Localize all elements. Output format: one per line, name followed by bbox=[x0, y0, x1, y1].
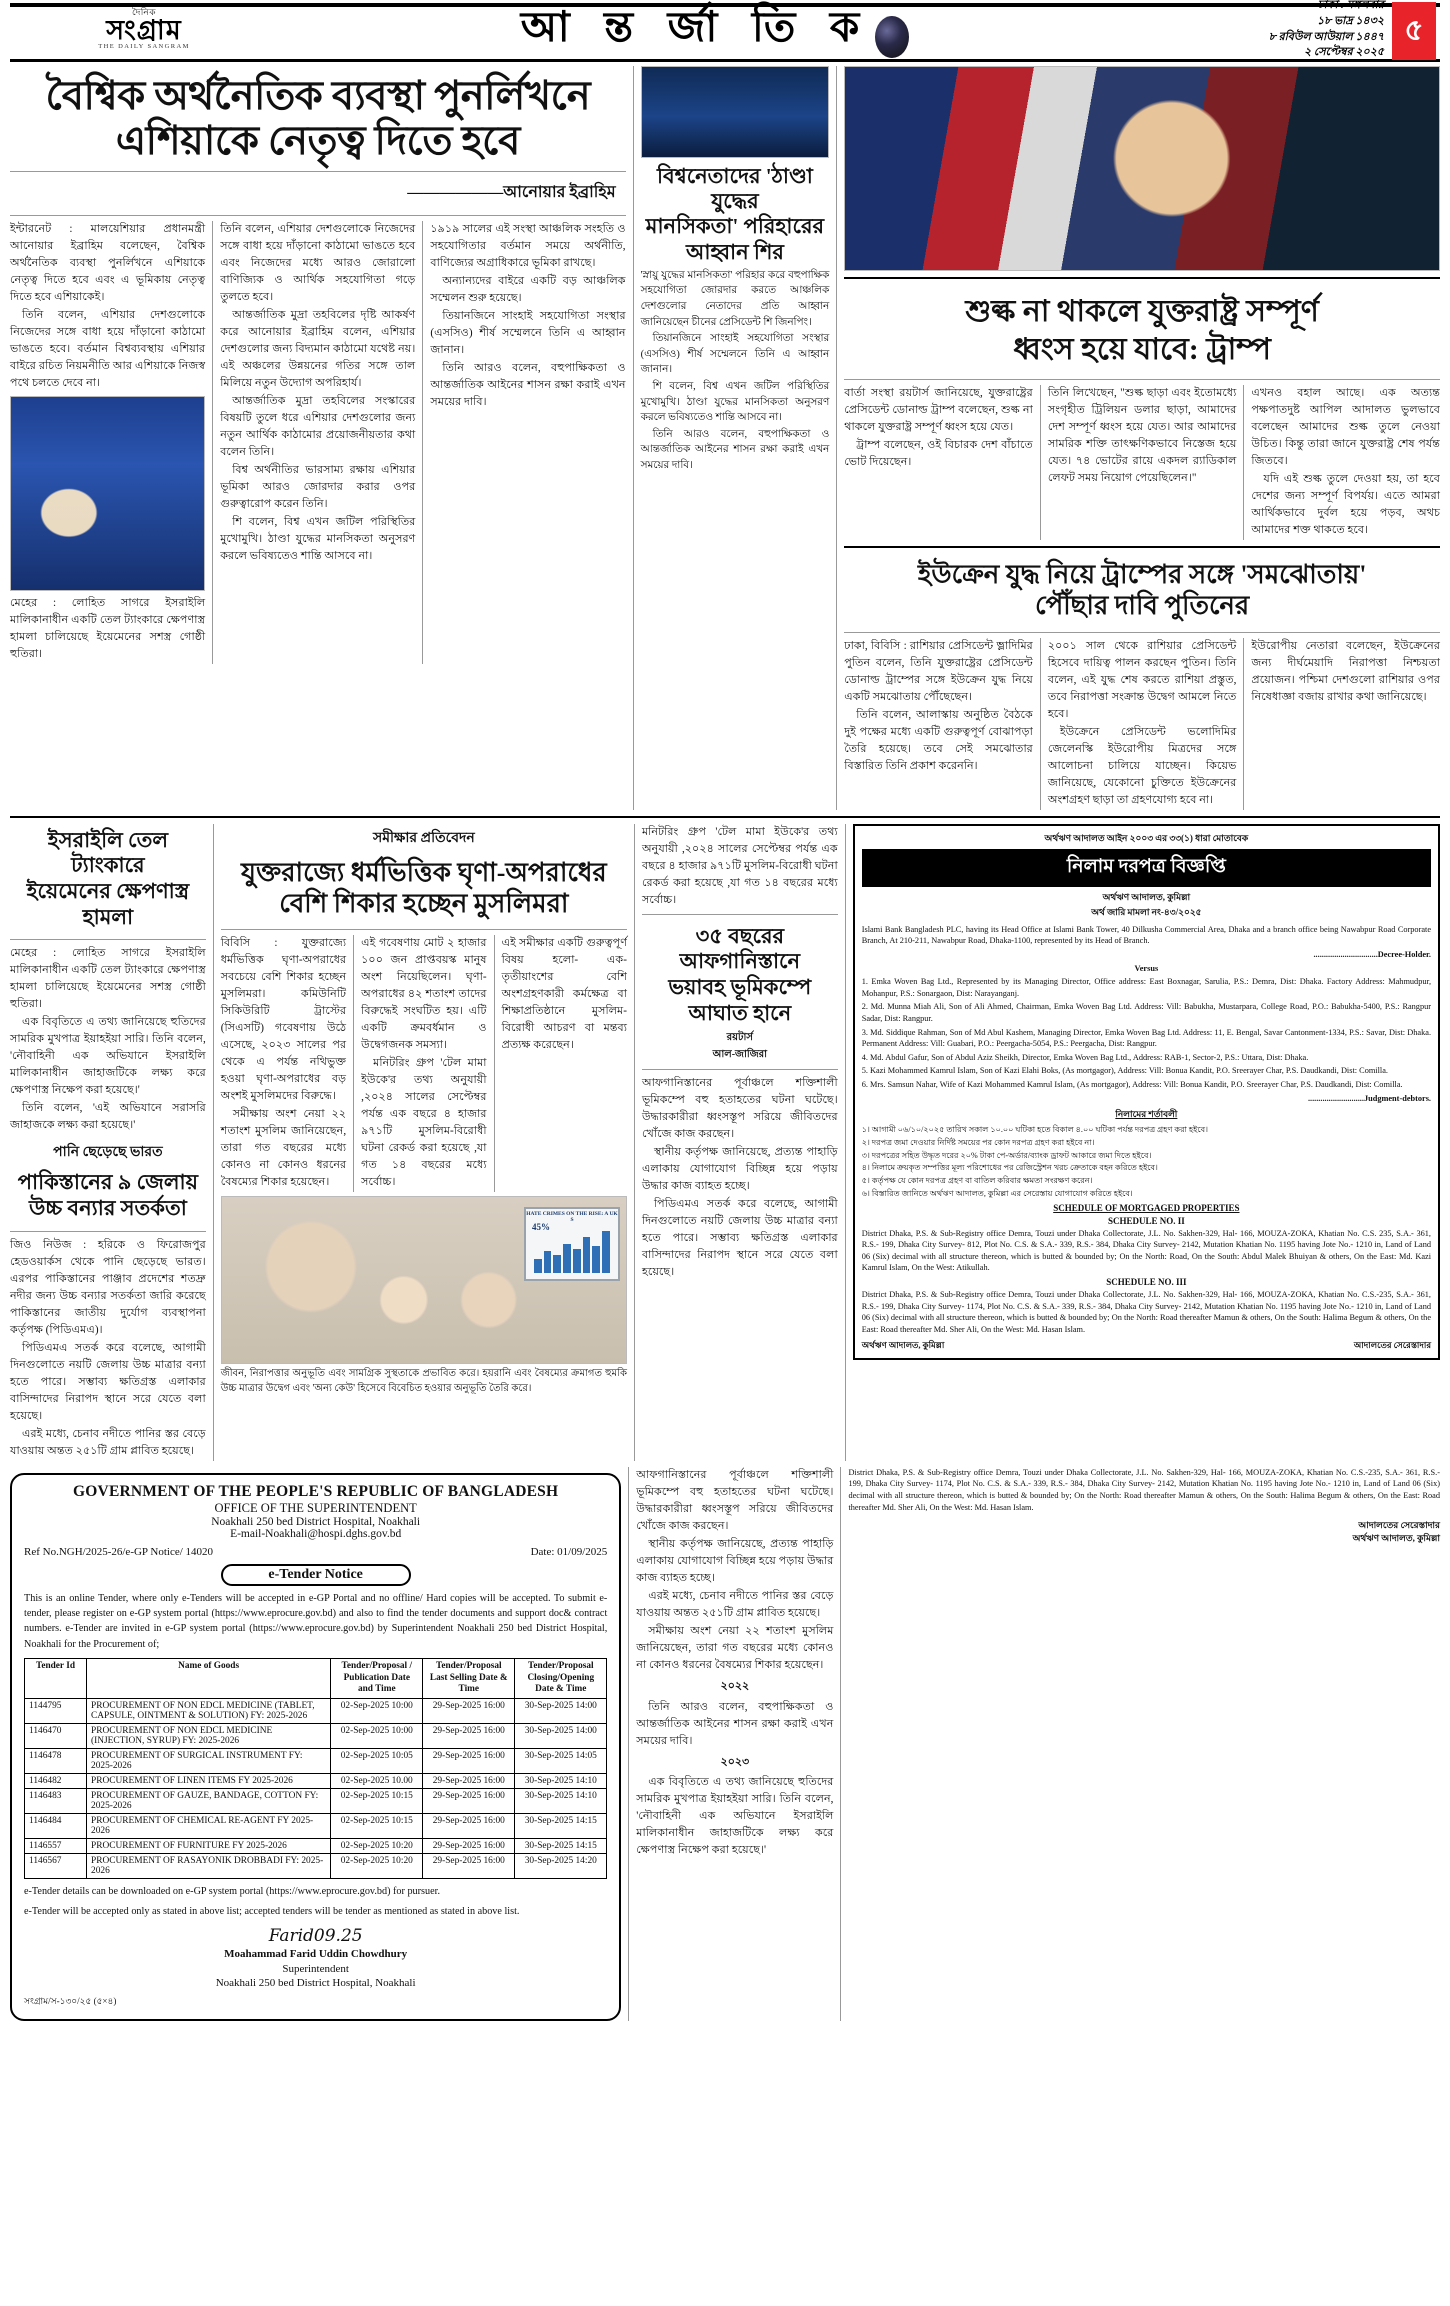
chart-title: HATE CRIMES ON THE RISE: A UK S bbox=[526, 1211, 618, 1224]
cell-close: 30-Sep-2025 14:00 bbox=[515, 1723, 607, 1748]
year-marker-2022: ২০২২ bbox=[720, 1679, 750, 1692]
auction-defendant: 1. Emka Woven Bag Ltd., Represented by its Managing Director, Office address: East Boxnagar, Sarulia, P.S.: Demra, Dist: Dhaka. Factory Address: Mahmudpur, Mohanpur, P.S.: Sonargaon, Dist: Narayanganj. bbox=[861, 977, 1432, 998]
chart-bars bbox=[534, 1231, 610, 1273]
cell-pub: 02-Sep-2025 10:00 bbox=[331, 1698, 423, 1723]
paragraph: তিনি বলেন, আলাস্কায় অনুষ্ঠিত বৈঠকে দুই পক্ষের মধ্যে একটি গুরুত্বপূর্ণ বোঝাপড়া তৈরি হয়েছে। তবে সেই সমঝোতার বিস্তারিত তিনি প্রকাশ করেননি। bbox=[844, 708, 1033, 772]
uk-col-1 bbox=[221, 935, 346, 1192]
paragraph: তিয়ানজিনে সাংহাই সহযোগিতা সংস্থার (এসসিও) শীর্ষ সম্মেলনে তিনি এ আহ্বান জানান। bbox=[430, 309, 626, 356]
cell-goods: PROCUREMENT OF RASAYONIK DROBBADI FY: 2025-2026 bbox=[87, 1853, 331, 1878]
table-row bbox=[25, 1773, 607, 1788]
list-item: ৬। বিস্তারিত জানিতে অর্থঋণ আদালত, কুমিল্লা এর সেরেস্তায় যোগাযোগ করিতে হইবে। bbox=[861, 1188, 1133, 1198]
putin-col-1 bbox=[844, 638, 1033, 810]
afghan-column bbox=[642, 824, 838, 1461]
list-item: ৫। কর্তৃপক্ষ যে কোন দরপত্র গ্রহণ বা বাতিল করিবার ক্ষমতা সংরক্ষণ করেন। bbox=[861, 1176, 1093, 1186]
paragraph: পিডিএমএ সতর্ক করে বলেছে, আগামী দিনগুলোতে নয়টি জেলায় উচ্চ মাত্রার বন্যা হতে পারে। সম্ভাব্য ক্ষতিগ্রস্ত এলাকার বাসিন্দাদের নিরাপদ স্থানে সরে যেতে বলা হয়েছে। bbox=[10, 1341, 206, 1422]
bottom-right-auction-continuation bbox=[848, 1467, 1440, 2022]
cell-goods: PROCUREMENT OF CHEMICAL RE-AGENT FY 2025-2026 bbox=[87, 1813, 331, 1838]
auction-law-note: অর্থঋণ আদালত আইন ২০০৩ এর ৩৩(১) ধারা মোতাবেক bbox=[1044, 832, 1249, 843]
chart-percent: 45% bbox=[531, 1222, 550, 1233]
uk-col-2 bbox=[361, 935, 486, 1192]
putin-col-3 bbox=[1251, 638, 1440, 810]
auction-bottom-right-line2: অর্থঋণ আদালত, কুমিল্লা bbox=[1352, 1532, 1440, 1543]
uk-col-3 bbox=[502, 935, 627, 1192]
masthead bbox=[10, 0, 1440, 62]
auction-conditions-list bbox=[862, 1124, 1431, 1199]
trump-headline-line2: ধ্বংস হয়ে যাবে: ট্রাম্প bbox=[1013, 332, 1272, 366]
table-row bbox=[25, 1723, 607, 1748]
lead-headline[interactable] bbox=[10, 66, 626, 166]
photo-anwar-ibrahim bbox=[10, 396, 205, 591]
paragraph: এরই মধ্যে, চেনাব নদীতে পানির স্তর বেড়ে যাওয়ায় অন্তত ২৫১টি গ্রাম প্লাবিত হয়েছে। bbox=[10, 1427, 206, 1457]
tender-table bbox=[24, 1658, 607, 1879]
auction-conditions-heading: নিলামের শর্তাবলী bbox=[1115, 1109, 1178, 1120]
col-last-selling-date: Tender/Proposal Last Selling Date & Time bbox=[423, 1658, 515, 1698]
hate-crime-chart bbox=[524, 1207, 620, 1281]
auction-schedule2-title: SCHEDULE NO. II bbox=[1107, 1215, 1185, 1226]
cell-goods: PROCUREMENT OF LINEN ITEMS FY 2025-2026 bbox=[87, 1773, 331, 1788]
auction-defendant: 5. Kazi Mohammed Kamrul Islam, Son of Kazi Elahi Boks, (As mortgagor), Address: Vill: Bonua Kandit, P.O. Sreerayer Char, P.S. Daudkandi, Dist: Comilla. bbox=[861, 1066, 1388, 1076]
tender-foot-2: e-Tender will be accepted only as stated in above list; accepted tenders will be tender as mentioned as stated in above list. bbox=[24, 1906, 520, 1918]
uk-headline[interactable] bbox=[221, 852, 627, 924]
auction-court: অর্থঋণ আদালত, কুমিল্লা bbox=[1102, 891, 1191, 902]
photo-muslim-family bbox=[221, 1196, 627, 1364]
tender-intro: This is an online Tender, where only e-Tenders will be accepted in e-GP Portal and no offline/ Hard copies will be accepted. To submit e-tender, please register on e-GP system portal (https://www.eprocure.gov.bd) and also to find the tender documents and support doc& contract numbers. e-Tender are invited in e-GP system portal (https://www.eprocure.gov.bd) by Superintendent Noakhali 250 bed District Hospital, Noakhali for the Procurement of; bbox=[24, 1592, 608, 1650]
photo-xi-jinping bbox=[641, 66, 830, 158]
putin-headline-line1: ইউক্রেন যুদ্ধ নিয়ে ট্রাম্পের সঙ্গে 'সমঝোতায়' bbox=[917, 560, 1367, 590]
paragraph: তিনি আরও বলেন, বহুপাক্ষিকতা ও আন্তর্জাতিক আইনের শাসন রক্ষা করাই এখন সময়ের দাবি। bbox=[636, 1700, 834, 1747]
tender-ref-no: Ref No.NGH/2025-26/e-GP Notice/ 14020 bbox=[24, 1545, 214, 1558]
auction-box bbox=[853, 824, 1440, 1361]
israel-headline-line3: হামলা bbox=[82, 904, 134, 929]
table-header-row bbox=[25, 1658, 607, 1698]
lead-col-2 bbox=[220, 221, 415, 664]
putin-col-2 bbox=[1048, 638, 1237, 810]
paragraph: শি বলেন, বিশ্ব এখন জটিল পরিস্থিতির মুখোমুখি। ঠাণ্ডা যুদ্ধের মানসিকতা অনুসরণ করলে ভবিষ্যতেও শান্তি আসবে না। bbox=[640, 381, 830, 424]
afghan-headline-line3: আঘাত হানে bbox=[688, 1000, 792, 1025]
pakistan-headline-line2: উচ্চ বন্যার সতর্কতা bbox=[28, 1195, 187, 1220]
trump-headline-line1: শুল্ক না থাকলে যুক্তরাষ্ট্র সম্পূর্ণ bbox=[965, 295, 1319, 328]
paragraph: বার্তা সংস্থা রয়টার্স জানিয়েছে, যুক্তরাষ্ট্রের প্রেসিডেন্ট ডোনাল্ড ট্রাম্প বলেছেন, শুল্ক না থাকলে যুক্তরাষ্ট্র সম্পূর্ণ ধ্বংস হয়ে যেত। bbox=[844, 387, 1033, 434]
paragraph: 'স্নায়ু যুদ্ধের মানসিকতা' পরিহার করে বহুপাক্ষিক সহযোগিতা জোরদার করতে আঞ্চলিক দেশগুলোর নেতাদের প্রতি আহ্বান জানিয়েছেন চীনের প্রেসিডেন্ট শি জিনপিং। bbox=[640, 269, 830, 328]
auction-schedule2-text: District Dhaka, P.S. & Sub-Registry office Demra, Touzi under Dhaka Collectorate, J.L. No. Sakhen-329, Hal- 166, MOUZA-ZOKA, Khatian No. C.S. 235, S.A.- 361, R.S.- 199, Dhaka City Survey- 812, Plot No. C.S. & S.A.- 339, R.S.- 384, Dhaka City Survey- 2142, Mutation Khatian No. 1195 having Jote No.- 1210 in, Land of Land 06 (Six) decimal with all structure thereon, which is butted & bounded by; On the North: Road, On the South: Abdul Malek Bhuiyan & others, On the East: Md. Kazi Kamrul Islam, On the West: Atikullah. bbox=[861, 1228, 1432, 1273]
paragraph: আন্তর্জাতিক মুদ্রা তহবিলের দৃষ্টি আকর্ষণ করে আনোয়ার ইব্রাহিম বলেন, এশিয়ার দেশগুলোর জন্য বিদ্যমান কাঠামো যথেষ্ট নয়। এই অঞ্চলের উন্নয়নের গতির সঙ্গে তাল মিলিয়ে নতুন উদ্যোগ অপরিহার্য। bbox=[220, 308, 416, 389]
auction-footer-left: অর্থঋণ আদালত, কুমিল্লা bbox=[861, 1340, 945, 1351]
paragraph: আফগানিস্তানের পূর্বাঞ্চলে শক্তিশালী ভূমিকম্পে বহু হতাহতের ঘটনা ঘটেছে। উদ্ধারকারীরা ধ্বংসস্তূপ সরিয়ে জীবিতদের খোঁজে কাজ করছেন। bbox=[636, 1468, 834, 1532]
israel-body bbox=[10, 945, 206, 1134]
paragraph: মনিটরিং গ্রুপ 'টেল মামা ইউকে'র তথ্য অনুযায়ী ,২০২৪ সালের সেপ্টেম্বর পর্যন্ত এক বছরে ৪ হাজার ৯৭১টি মুসলিম-বিরোধী ঘটনা রেকর্ড করা হয়েছে ,যা গত ১৪ বছরের মধ্যে সর্বোচ্চ। bbox=[641, 825, 838, 906]
xi-deck bbox=[641, 268, 830, 474]
list-item: ৩। দরপত্রের সহিত উদ্ধৃত দরের ২০% টাকা পে-অর্ডার/ব্যাংক ড্রাফট আকারে জমা দিতে হইবে। bbox=[861, 1150, 1152, 1160]
uk-photo-caption: জীবন, নিরাপত্তার অনুভূতি এবং সামগ্রিক সুস্থতাকে প্রভাবিত করে। হয়রানি এবং বৈষম্যের ক্রমাগত হুমকি উচ্চ মাত্রার উদ্বেগ এবং 'অন্য কেউ' হিসেবে বিবেচিত হওয়ার অনুভূতি তৈরি করে। bbox=[220, 1368, 627, 1394]
israel-headline-line2: ইয়েমেনের ক্ষেপণাস্ত্র bbox=[26, 878, 190, 903]
list-item: ৪। নিলামে ক্রয়কৃত সম্পত্তির মূল্য পরিশোধের পর রেজিস্ট্রেশন খরচ ক্রেতাকে বহন করিতে হইবে। bbox=[861, 1163, 1158, 1173]
cell-last: 29-Sep-2025 16:00 bbox=[423, 1853, 515, 1878]
auction-plaintiff: Islami Bank Bangladesh PLC, having its Head Office at Islami Bank Tower, 40 Dilkusha Commercial Area, Dhaka and a branch office being Nawabpur Road Corporate Branch, At 210-211, Nawabpur Road, Dhaka-1100, represented by its Head of Branch. bbox=[861, 924, 1432, 946]
paragraph: ইউরোপীয় নেতারা বলেছেন, ইউক্রেনের জন্য দীর্ঘমেয়াদি নিরাপত্তা নিশ্চয়তা প্রয়োজন। পশ্চিমা দেশগুলো রাশিয়ার ওপর নিষেধাজ্ঞা বজায় রাখার কথা জানিয়েছে। bbox=[1251, 639, 1440, 703]
cell-pub: 02-Sep-2025 10:20 bbox=[331, 1838, 423, 1853]
cell-pub: 02-Sep-2025 10:15 bbox=[331, 1788, 423, 1813]
auction-footer-right: আদালতের সেরেস্তাদার bbox=[1353, 1340, 1432, 1351]
auction-notice-block bbox=[853, 824, 1440, 1461]
cell-id: 1146567 bbox=[25, 1853, 87, 1878]
newspaper-logo[interactable] bbox=[10, 8, 260, 51]
signatory-name: Moahammad Farid Uddin Chowdhury bbox=[224, 1948, 408, 1961]
putin-headline-line2: পৌঁছার দাবি পুতিনের bbox=[1035, 591, 1250, 621]
cell-close: 30-Sep-2025 14:20 bbox=[515, 1853, 607, 1878]
paragraph: মনিটরিং গ্রুপ 'টেল মামা ইউকে'র তথ্য অনুযায়ী ,২০২৪ সালের সেপ্টেম্বর পর্যন্ত এক বছরে ৪ হাজার ৯৭১টি মুসলিম-বিরোধী ঘটনা রেকর্ড করা হয়েছে ,যা গত ১৪ বছরের মধ্যে সর্বোচ্চ। bbox=[361, 1057, 487, 1189]
table-row bbox=[25, 1748, 607, 1773]
tender-ref-code: সংগ্রাম/স-১৩০/২৫ (৫×৪) bbox=[24, 1996, 117, 2007]
cell-id: 1146482 bbox=[25, 1773, 87, 1788]
cell-close: 30-Sep-2025 14:10 bbox=[515, 1788, 607, 1813]
cell-pub: 02-Sep-2025 10:05 bbox=[331, 1748, 423, 1773]
cell-id: 1146557 bbox=[25, 1838, 87, 1853]
tender-gov-line: GOVERNMENT OF THE PEOPLE'S REPUBLIC OF BANGLADESH bbox=[73, 1482, 559, 1500]
paragraph: এই সমীক্ষার একটি গুরুত্বপূর্ণ বিষয় হলো- এক-তৃতীয়াংশের বেশি অংশগ্রহণকারী কর্মক্ষেত্র বা শিক্ষাপ্রতিষ্ঠানে মুসলিম-বিরোধী আচরণ বা মন্তব্য প্রত্যক্ষ করেছেন। bbox=[501, 937, 627, 1052]
cell-id: 1144795 bbox=[25, 1698, 87, 1723]
paragraph: আফগানিস্তানের পূর্বাঞ্চলে শক্তিশালী ভূমিকম্পে বহু হতাহতের ঘটনা ঘটেছে। উদ্ধারকারীরা ধ্বংসস্তূপ সরিয়ে জীবিতদের খোঁজে কাজ করছেন। bbox=[641, 1077, 838, 1141]
pakistan-headline[interactable] bbox=[10, 1166, 206, 1225]
paragraph: এরই মধ্যে, চেনাব নদীতে পানির স্তর বেড়ে যাওয়ায় অন্তত ২৫১টি গ্রাম প্লাবিত হয়েছে। bbox=[636, 1589, 834, 1619]
section-nameplate bbox=[260, 0, 1170, 65]
lead-byline: ——————আনোয়ার ইব্রাহিম bbox=[407, 183, 616, 201]
xi-headline-line3: আহ্বান শির bbox=[685, 239, 784, 264]
globe-icon bbox=[875, 16, 909, 58]
paragraph: তিনি আরও বলেন, বহুপাক্ষিকতা ও আন্তর্জাতিক আইনের শাসন রক্ষা করাই এখন সময়ের দাবি। bbox=[640, 428, 830, 472]
table-row bbox=[25, 1788, 607, 1813]
paragraph: এক বিবৃতিতে এ তথ্য জানিয়েছে হুতিদের সামরিক মুখপাত্র ইয়াহইয়া সারি। তিনি বলেন, 'নৌবাহিনী এক অভিযানে ইসরাইলি মালিকানাধীন জাহাজটিকে লক্ষ্য করে ক্ষেপণাস্ত্র নিক্ষেপ করা হয়েছে।' bbox=[10, 1016, 206, 1097]
trump-headline[interactable] bbox=[844, 285, 1440, 374]
israel-pakistan-column bbox=[10, 824, 206, 1461]
paragraph: শি বলেন, বিশ্ব এখন জটিল পরিস্থিতির মুখোমুখি। ঠাণ্ডা যুদ্ধের মানসিকতা অনুসরণ করলে ভবিষ্যতেও শান্তি আসবে না। bbox=[220, 515, 416, 562]
paragraph: জিও নিউজ : হরিকে ও ফিরোজপুর হেডওয়ার্কস থেকে পানি ছেড়েছে ভারত। এরপর পাকিস্তানের পাঞ্জাব প্রদেশের শতদ্রু নদীর জন্য উচ্চ বন্যার সতর্কতা জারি করেছে পাকিস্তানের জাতীয় দুর্যোগ ব্যবস্থাপনা কর্তৃপক্ষ (পিডিএমএ)। bbox=[10, 1238, 206, 1336]
uk-story-block bbox=[221, 824, 627, 1461]
cell-close: 30-Sep-2025 14:10 bbox=[515, 1773, 607, 1788]
tender-signature-block bbox=[24, 1925, 607, 1990]
tender-notice-box bbox=[10, 1473, 621, 2022]
date-english: ২ সেপ্টেম্বর ২০২৫ bbox=[1304, 46, 1384, 59]
auction-schedule3-text-dup: District Dhaka, P.S. & Sub-Registry office Demra, Touzi under Dhaka Collectorate, J.L. No. Sakhen-329, Hal- 166, MOUZA-ZOKA, Khatian No. C.S.-235, S.A.- 361, R.S.- 199, Dhaka City Survey- 1174, Plot No. C.S. & S.A.- 339, R.S.- 384, Dhaka City Survey- 2142, Mutation Khatian No. 1195 having Jote No.- 1210 in, Land of Land 06 (Six) decimal with all structure thereon, which is butted & bounded by; On the North: Road thereafter Mamun & others, On the South: Halima Begum & others, On the East: Road thereafter Md. Sher Ali, On the West: Md. Hasan Islam. bbox=[848, 1467, 1440, 1512]
auction-versus: Versus bbox=[1134, 963, 1159, 973]
uk-kicker: সমীক্ষার প্রতিবেদন bbox=[373, 830, 475, 846]
uk-headline-line1: যুক্তরাজ্যে ধর্মভিত্তিক ঘৃণা-অপরাধের bbox=[241, 857, 607, 887]
auction-judgment-debtors-label: ...........................Judgment-debtors. bbox=[1307, 1093, 1432, 1103]
lead-headline-line1: বৈশ্বিক অর্থনৈতিক ব্যবস্থা পুনর্লিখনে bbox=[45, 73, 591, 118]
paragraph: তিনি বলেন, 'এই অভিযানে সরাসরি জাহাজকে লক্ষ্য করা হয়েছে।' bbox=[10, 1102, 206, 1132]
afghan-lead-text bbox=[642, 824, 838, 909]
logo-kicker: দৈনিক bbox=[131, 7, 157, 18]
auction-case-no: অর্থ জারি মামলা নং-৪৩/২০২৫ bbox=[1091, 906, 1202, 917]
nameplate-text: আ ন্ত র্জা তি ক bbox=[520, 5, 872, 51]
cell-id: 1146484 bbox=[25, 1813, 87, 1838]
afghan-source: আল-জাজিরা bbox=[712, 1049, 768, 1061]
auction-schedule3-text: District Dhaka, P.S. & Sub-Registry office Demra, Touzi under Dhaka Collectorate, J.L. No. Sakhen-329, Hal- 166, MOUZA-ZOKA, Khatian No. C.S.-235, S.A.- 361, R.S.- 199, Dhaka City Survey- 1174, Plot No. C.S. & S.A.- 339, R.S.- 384, Dhaka City Survey- 2142, Mutation Khatian No. 1195 having Jote No.- 1210 in, Land of Land 06 (Six) decimal with all structure thereon, which is butted & bounded by; On the North: Road thereafter Mamun & others, On the South: Halima Begum & others, On the East: Road thereafter Md. Sher Ali, On the West: Md. Hasan Islam. bbox=[861, 1290, 1432, 1334]
auction-defendant: 6. Mrs. Samsun Nahar, Wife of Kazi Mohammed Kamrul Islam, (As mortgagor), Address: Vill: Bonua Kandit, P.O. Sreerayer Char, P.S. Daudkandi, Dist: Comilla. bbox=[861, 1079, 1403, 1089]
cell-id: 1146470 bbox=[25, 1723, 87, 1748]
col-name-of-goods: Name of Goods bbox=[87, 1658, 331, 1698]
auction-defendant: 4. Md. Abdul Gafur, Son of Abdul Aziz Sheikh, Director, Emka Woven Bag Ltd., Address: RAB-1, Sector-2, P.S.: Uttara, Dist: Dhaka. bbox=[861, 1052, 1309, 1062]
cell-pub: 02-Sep-2025 10.00 bbox=[331, 1773, 423, 1788]
cell-last: 29-Sep-2025 16:00 bbox=[423, 1698, 515, 1723]
tender-office-line: OFFICE OF THE SUPERINTENDENT bbox=[214, 1500, 417, 1515]
col-publication-date: Tender/Proposal / Publication Date and Time bbox=[331, 1658, 423, 1698]
signature-scribble: Farid09.25 bbox=[268, 1926, 363, 1947]
pakistan-headline-line1: পাকিস্তানের ৯ জেলায় bbox=[17, 1170, 199, 1195]
col-tender-id: Tender Id bbox=[25, 1658, 87, 1698]
paragraph: ইন্টারনেট : মালয়েশিয়ার প্রধানমন্ত্রী আনোয়ার ইব্রাহিম বলেছেন, বৈশ্বিক অর্থনৈতিক ব্যবস্থা পুনর্লিখনে এশিয়াকে নেতৃত্ব দিতে হবে এবং এ ভূমিকায় নেতৃত্ব দিতে হবে এশিয়াকেই। bbox=[10, 222, 206, 303]
cell-last: 29-Sep-2025 16:00 bbox=[423, 1773, 515, 1788]
paragraph: তিনি বলেন, এশিয়ার দেশগুলোকে নিজেদের সঙ্গে বাধা হয়ে দাঁড়ানো কাঠামো ভাঙতে হবে। বর্তমান বিশ্বব্যবস্থায় এশিয়ার বাইরে রচিত নিয়মনীতি আর এশিয়াকে নিজস্ব পথে চলতে দেবে না। bbox=[10, 308, 206, 389]
bottom-middle-column bbox=[636, 1467, 833, 2022]
trump-col-2 bbox=[1048, 385, 1237, 540]
afghan-byline: রয়টার্স bbox=[726, 1032, 754, 1044]
paragraph: তিনি আরও বলেন, বহুপাক্ষিকতা ও আন্তর্জাতিক আইনের শাসন রক্ষা করাই এখন সময়ের দাবি। bbox=[430, 361, 626, 408]
paragraph: এক বিবৃতিতে এ তথ্য জানিয়েছে হুতিদের সামরিক মুখপাত্র ইয়াহইয়া সারি। তিনি বলেন, 'নৌবাহিনী এক অভিযানে ইসরাইলি মালিকানাধীন জাহাজটিকে লক্ষ্য করে ক্ষেপণাস্ত্র নিক্ষেপ করা হয়েছে।' bbox=[636, 1776, 834, 1857]
paragraph: স্থানীয় কর্তৃপক্ষ জানিয়েছে, প্রত্যন্ত পাহাড়ি এলাকায় যোগাযোগ বিচ্ছিন্ন হয়ে পড়ায় উদ্ধার কাজ ব্যাহত হচ্ছে। bbox=[641, 1146, 838, 1193]
cell-goods: PROCUREMENT OF GAUZE, BANDAGE, COTTON FY: 2025-2026 bbox=[87, 1788, 331, 1813]
auction-defendant: 3. Md. Siddique Rahman, Son of Md Abul Kashem, Managing Director, Emka Woven Bag Ltd. Address: 11, E. Bengal, Savar Cantonment-1334, P.S.: Savar, Dist: Dhaka. Permanent Address: Vill: Guabari, P.O.: Peergacha-5054, P.S.: Peergacha, Dist: Rangpur. bbox=[861, 1027, 1432, 1049]
cell-goods: PROCUREMENT OF NON EDCL MEDICINE (INJECTION, SYRUP) FY: 2025-2026 bbox=[87, 1723, 331, 1748]
trump-block bbox=[844, 66, 1440, 810]
paragraph: মেহের : লোহিত সাগরে ইসরাইলি মালিকানাধীন একটি তেল ট্যাংকারে ক্ষেপণাস্ত্র হামলা চালিয়েছে ইয়েমেনের সশস্ত্র গোষ্ঠী হুতিরা। bbox=[10, 596, 206, 660]
cell-goods: PROCUREMENT OF FURNITURE FY 2025-2026 bbox=[87, 1838, 331, 1853]
table-row bbox=[25, 1698, 607, 1723]
lead-col-1 bbox=[10, 221, 205, 664]
paragraph: স্থানীয় কর্তৃপক্ষ জানিয়েছে, প্রত্যন্ত পাহাড়ি এলাকায় যোগাযোগ বিচ্ছিন্ন হয়ে পড়ায় উদ্ধার কাজ ব্যাহত হচ্ছে। bbox=[636, 1537, 834, 1584]
afghan-headline-line1: ৩৫ বছরের আফগানিস্তানে bbox=[679, 923, 801, 974]
paragraph: ঢাকা, বিবিসি : রাশিয়ার প্রেসিডেন্ট ভ্লাদিমির পুতিন বলেন, তিনি যুক্তরাষ্ট্রের প্রেসিডেন্ট ডোনাল্ড ট্রাম্পের সঙ্গে ইউক্রেন যুদ্ধ নিয়ে একটি সমঝোতায় পৌঁছেছেন। bbox=[844, 639, 1033, 703]
paragraph: মেহের : লোহিত সাগরে ইসরাইলি মালিকানাধীন একটি তেল ট্যাংকারে ক্ষেপণাস্ত্র হামলা চালিয়েছে ইয়েমেনের সশস্ত্র গোষ্ঠী হুতিরা। bbox=[10, 947, 206, 1011]
auction-bottom-right-line1: আদালতের সেরেস্তাদার bbox=[1358, 1520, 1440, 1531]
list-item: ১। আগামী ০৬/১০/২০২৫ তারিখ সকাল ১০.০০ ঘটিকা হতে বিকাল ৪.০০ ঘটিকা পর্যন্ত দরপত্র গ্রহণ করা হইবে। bbox=[861, 1125, 1209, 1135]
signatory-title: Superintendent bbox=[282, 1962, 349, 1975]
paragraph: সমীক্ষায় অংশ নেয়া ২২ শতাংশ মুসলিম জানিয়েছেন, তারা গত বছরের মধ্যে কোনও না কোনও ধরনের বৈষম্যের শিকার হয়েছেন। bbox=[220, 1108, 347, 1189]
auction-schedule-heading: SCHEDULE OF MORTGAGED PROPERTIES bbox=[1053, 1202, 1240, 1213]
cell-close: 30-Sep-2025 14:15 bbox=[515, 1813, 607, 1838]
cell-pub: 02-Sep-2025 10:20 bbox=[331, 1853, 423, 1878]
pakistan-body bbox=[10, 1237, 206, 1460]
israel-headline[interactable] bbox=[10, 824, 206, 934]
date-bangla: ১৮ ভাদ্র ১৪৩২ bbox=[1316, 14, 1384, 27]
cell-close: 30-Sep-2025 14:15 bbox=[515, 1838, 607, 1853]
photo-donald-trump bbox=[844, 66, 1440, 271]
paragraph: তিনি বলেন, এশিয়ার দেশগুলোকে নিজেদের সঙ্গে বাধা হয়ে দাঁড়ানো কাঠামো ভাঙতে হবে এবং নিজেদের মধ্যে আরও জোরালো বাণিজ্যিক ও আর্থিক সহযোগিতা গড়ে তুলতে হবে। bbox=[220, 222, 416, 303]
cell-close: 30-Sep-2025 14:05 bbox=[515, 1748, 607, 1773]
page-number-badge: ৫ bbox=[1392, 2, 1436, 60]
table-row bbox=[25, 1838, 607, 1853]
afghan-headline-line2: ভয়াবহ ভূমিকম্পে bbox=[668, 974, 812, 999]
xi-headline-line2: মানসিকতা' পরিহারের bbox=[645, 214, 825, 239]
paragraph: অন্যান্যদের বাইরে একটি বড় আঞ্চলিক সম্মেলন শুরু হয়েছে। bbox=[430, 274, 626, 304]
tender-address-line1: Noakhali 250 bed District Hospital, Noakhali bbox=[211, 1515, 421, 1528]
paragraph: আন্তর্জাতিক মুদ্রা তহবিলের সংস্কারের বিষয়টি তুলে ধরে এশিয়ার দেশগুলোর জন্য নতুন আর্থিক কাঠামোর প্রয়োজনীয়তার কথা বলেন তিনি। bbox=[220, 394, 416, 458]
cell-pub: 02-Sep-2025 10:00 bbox=[331, 1723, 423, 1748]
cell-last: 29-Sep-2025 16:00 bbox=[423, 1788, 515, 1813]
afghan-body bbox=[642, 1075, 838, 1281]
cell-last: 29-Sep-2025 16:00 bbox=[423, 1748, 515, 1773]
xi-headline[interactable] bbox=[641, 164, 830, 265]
cell-pub: 02-Sep-2025 10:15 bbox=[331, 1813, 423, 1838]
uk-headline-line2: বেশি শিকার হচ্ছেন মুসলিমরা bbox=[279, 888, 569, 918]
date-hijri: ৮ রবিউল আউয়াল ১৪৪৭ bbox=[1268, 30, 1384, 43]
tender-email[interactable]: E-mail-Noakhali@hospi.dghs.gov.bd bbox=[230, 1527, 402, 1540]
cell-goods: PROCUREMENT OF SURGICAL INSTRUMENT FY: 2025-2026 bbox=[87, 1748, 331, 1773]
tender-date: Date: 01/09/2025 bbox=[530, 1545, 608, 1558]
trump-col-3 bbox=[1251, 385, 1440, 540]
cell-id: 1146483 bbox=[25, 1788, 87, 1813]
list-item: ২। দরপত্র জমা দেওয়ার নির্দিষ্ট সময়ের পর কোন দরপত্র গ্রহণ করা হইবে না। bbox=[861, 1137, 1095, 1147]
cell-last: 29-Sep-2025 16:00 bbox=[423, 1838, 515, 1853]
auction-decree-holder-label: ...............................Decree-Holder. bbox=[1313, 949, 1432, 959]
logo-subtitle: THE DAILY SANGRAM bbox=[98, 43, 190, 51]
lead-col-3 bbox=[430, 221, 625, 664]
paragraph: তিয়ানজিনে সাংহাই সহযোগিতা সংস্থার (এসসিও) শীর্ষ সম্মেলনে তিনি এ আহ্বান জানান। bbox=[640, 333, 830, 376]
paragraph: তিনি লিখেছেন, "শুল্ক ছাড়া এবং ইতোমধ্যে সংগৃহীত ট্রিলিয়ন ডলার ছাড়া, আমাদের দেশ সম্পূর্ণ ধ্বংস হয়ে যেত। আর আমাদের সামরিক শক্তি তাৎক্ষণিকভাবে নিস্তেজ হয়ে যেত। ৭৪ ভোটের রায়ে একদল র‍্যাডিকাল লেফট সময় নিয়োগ পেয়েছিলেন।" bbox=[1047, 387, 1237, 485]
lead-headline-line2: এশিয়াকে নেতৃত্ব দিতে হবে bbox=[115, 117, 520, 163]
table-row bbox=[25, 1813, 607, 1838]
israel-headline-line1: ইসরাইলি তেল ট্যাংকারে bbox=[47, 827, 168, 878]
paragraph: এখনও বহাল আছে। এক অত্যন্ত পক্ষপাতদুষ্ট আপিল আদালত ভুলভাবে বলেছেন আমাদের শুল্ক তুলে নেওয়া উচিত। কিন্তু তারা জানে যুক্তরাষ্ট্র শেষ পর্যন্ত জিতবে। bbox=[1251, 387, 1440, 468]
table-row bbox=[25, 1853, 607, 1878]
cell-last: 29-Sep-2025 16:00 bbox=[423, 1813, 515, 1838]
paragraph: ট্রাম্প বলেছেন, ওই বিচারক দেশ বাঁচাতে ভোট দিয়েছেন। bbox=[844, 439, 1033, 469]
logo-title: সংগ্রাম bbox=[106, 15, 182, 46]
paragraph: ইউক্রেনে প্রেসিডেন্ট ভলোদিমির জেলেনস্কি ইউরোপীয় মিত্রদের সঙ্গে আলোচনা চালিয়ে যাচ্ছেন। কিয়েভ জানিয়েছে, যেকোনো চুক্তিতে ইউক্রেনের অংশগ্রহণ ছাড়া তা গ্রহণযোগ্য হবে না। bbox=[1047, 725, 1237, 806]
tender-notice-title: e-Tender Notice bbox=[221, 1564, 411, 1586]
afghan-headline[interactable] bbox=[642, 920, 838, 1030]
tender-table-body bbox=[25, 1698, 607, 1878]
putin-headline[interactable] bbox=[844, 554, 1440, 626]
paragraph: পিডিএমএ সতর্ক করে বলেছে, আগামী দিনগুলোতে নয়টি জেলায় উচ্চ মাত্রার বন্যা হতে পারে। সম্ভাব্য ক্ষতিগ্রস্ত এলাকার বাসিন্দাদের নিরাপদ স্থানে সরে যেতে বলা হয়েছে। bbox=[641, 1198, 838, 1279]
paragraph: বিবিসি : যুক্তরাজ্যে ধর্মভিত্তিক ঘৃণা-অপরাধের সবচেয়ে বেশি শিকার হচ্ছেন মুসলিমরা। কমিউনিটি সিকিউরিটি ট্রাস্টের (সিএসটি) গবেষণায় উঠে এসেছে, ২০২৩ সালের পর থেকে এ পর্যন্ত নথিভুক্ত হওয়া ঘৃণা-অপরাধের বড় অংশই মুসলিমদের বিরুদ্ধে। bbox=[220, 937, 347, 1103]
xi-headline-line1: বিশ্বনেতাদের 'ঠাণ্ডা যুদ্ধের bbox=[657, 164, 813, 214]
paragraph: ১৯১৯ সালের এই সংস্থা আঞ্চলিক সংহতি ও সহযোগিতার বর্তমান সময়ে অর্থনীতি, বাণিজ্যের অগ্রাধিকারে ভূমিকা রাখছে। bbox=[430, 222, 626, 269]
cell-close: 30-Sep-2025 14:00 bbox=[515, 1698, 607, 1723]
paragraph: যদি এই শুল্ক তুলে দেওয়া হয়, তা হবে দেশের জন্য সম্পূর্ণ বিপর্যয়। এতে আমরা আর্থিকভাবে দুর্বল হয়ে পড়ব, অথচ আমাদের শক্ত থাকতে হবে। bbox=[1251, 473, 1440, 537]
auction-defendant: 2. Md. Munna Miah Ali, Son of Ali Ahmed, Chairman, Emka Woven Bag Ltd. Address: Vill: Babukha, Mustarpara, College Road, P.O.: Babukha-5400, P.S.: Rangpur Sadar, Dist: Rangpur. bbox=[861, 1002, 1432, 1023]
cell-last: 29-Sep-2025 16:00 bbox=[423, 1723, 515, 1748]
xi-story-block bbox=[641, 66, 830, 810]
year-marker-2023: ২০২৩ bbox=[720, 1755, 750, 1768]
trump-col-1 bbox=[844, 385, 1033, 540]
pakistan-kicker: পানি ছেড়েছে ভারত bbox=[53, 1145, 163, 1161]
paragraph: বিশ্ব অর্থনীতির ভারসাম্য রক্ষায় এশিয়ার ভূমিকা আরও জোরদার করার ওপর গুরুত্বারোপ করেন তিনি। bbox=[220, 463, 416, 510]
signatory-office: Noakhali 250 bed District Hospital, Noakhali bbox=[215, 1977, 416, 1989]
tender-foot-1: e-Tender details can be downloaded on e-GP system portal (https://www.eprocure.gov.bd) for pursuer. bbox=[24, 1885, 441, 1897]
cell-id: 1146478 bbox=[25, 1748, 87, 1773]
paragraph: সমীক্ষায় অংশ নেয়া ২২ শতাংশ মুসলিম জানিয়েছেন, তারা গত বছরের মধ্যে কোনও না কোনও ধরনের বৈষম্যের শিকার হয়েছেন। bbox=[636, 1624, 834, 1671]
auction-schedule3-title: SCHEDULE NO. III bbox=[1106, 1277, 1187, 1288]
cell-goods: PROCUREMENT OF NON EDCL MEDICINE (TABLET, CAPSULE, OINTMENT & SOLUTION) FY: 2025-2026 bbox=[87, 1698, 331, 1723]
paragraph: ২০০১ সাল থেকে রাশিয়ার প্রেসিডেন্ট হিসেবে দায়িত্ব পালন করছেন পুতিন। তিনি বলেন, এই যুদ্ধ শেষ করতে রাশিয়া প্রস্তুত, তবে নিরাপত্তা সংক্রান্ত উদ্বেগ আমলে নিতে হবে। bbox=[1047, 639, 1237, 720]
col-closing-date: Tender/Proposal Closing/Opening Date & Time bbox=[515, 1658, 607, 1698]
auction-title: নিলাম দরপত্র বিজ্ঞপ্তি bbox=[862, 849, 1431, 887]
paragraph: এই গবেষণায় মোট ২ হাজার ১০০ জন প্রাপ্তবয়স্ক মানুষ অংশ নিয়েছিলেন। ঘৃণা-অপরাধের ৪২ শতাংশ তাদের বিরুদ্ধেই সংঘটিত হয়। এটি একটি ক্রমবর্ধমান ও উদ্বেগজনক সমস্যা। bbox=[361, 937, 487, 1052]
